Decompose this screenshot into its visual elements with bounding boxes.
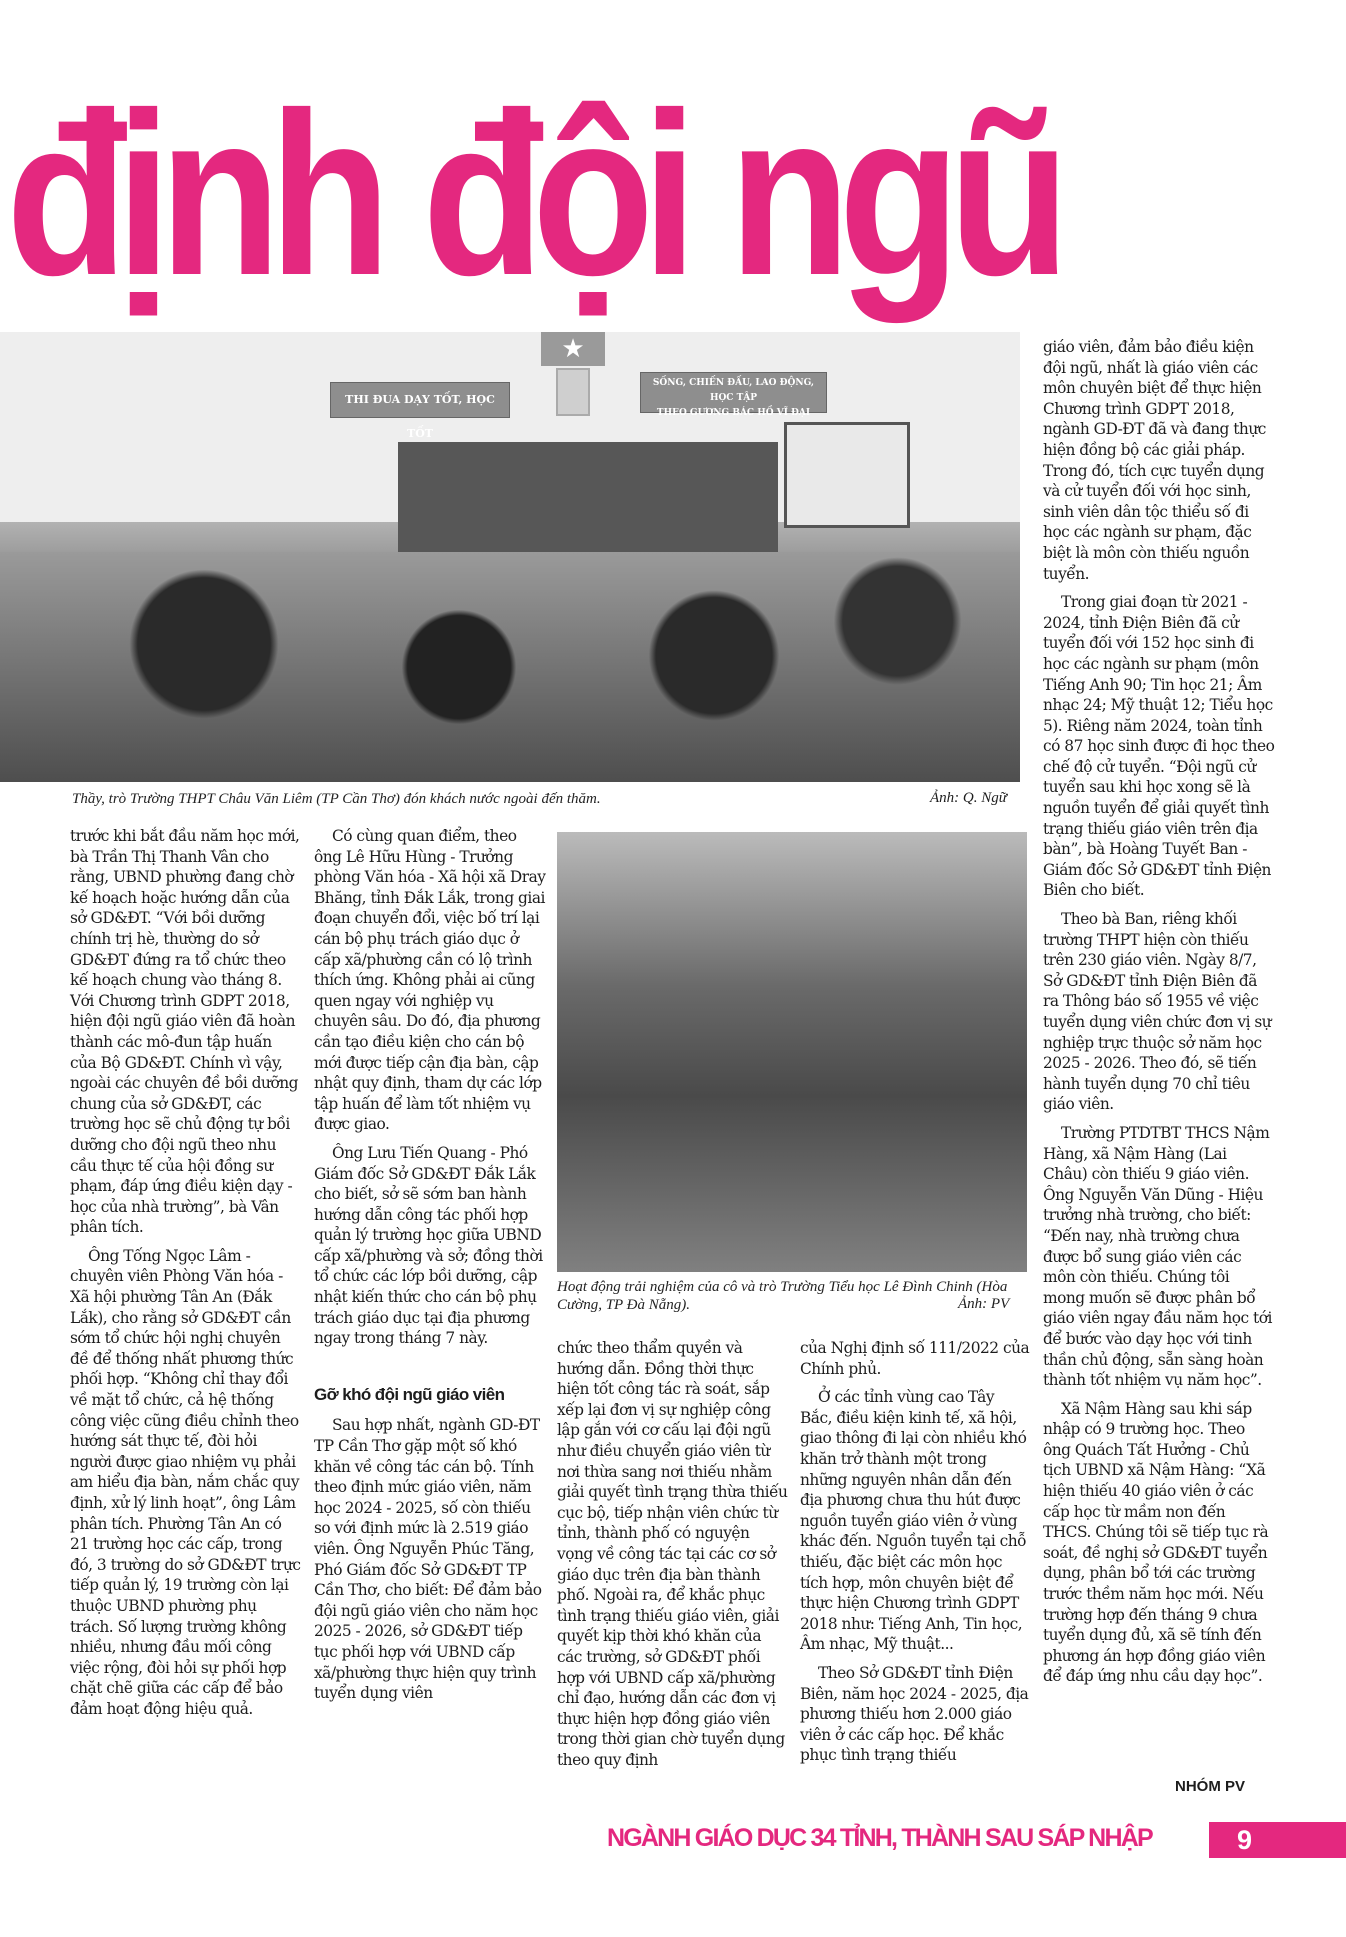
flag-star-icon: ★ bbox=[541, 332, 605, 366]
section-subheading: Gỡ khó đội ngũ giáo viên bbox=[314, 1384, 505, 1404]
photo2-credit: Ảnh: PV bbox=[958, 1296, 1010, 1312]
photo2-caption: Hoạt động trải nghiệm của cô và trò Trường Tiểu học Lê Đình Chinh (Hòa Cường, TP Đà Nẵng). bbox=[557, 1279, 1008, 1313]
paragraph: trước khi bắt đầu năm học mới, bà Trần Thị Thanh Vân cho rằng, UBND phường đang chờ kế hoạch hoặc hướng dẫn của sở GD&ĐT. “Với bồi dưỡng chính trị hè, thường do sở GD&ĐT đứng ra tổ chức theo kế hoạch chung vào tháng 8. Với Chương trình GDPT 2018, hiện đội ngũ giáo viên đã hoàn thành các mô-đun tập huấn của Bộ GD&ĐT. Chính vì vậy, ngoài các chuyên đề bồi dưỡng chung của sở GD&ĐT, các trường học sẽ chủ động tự bồi dưỡng cho đội ngũ theo nhu cầu thực tế của hội đồng sư phạm, đáp ứng điều kiện dạy - học của nhà trường”, bà Vân phân tích. bbox=[70, 827, 300, 1237]
portrait bbox=[556, 368, 590, 416]
page-number-box bbox=[1209, 1822, 1346, 1858]
paragraph: Theo Sở GD&ĐT tỉnh Điện Biên, năm học 2024 - 2025, địa phương thiếu hơn 2.000 giáo viên ở các cấp học. Để khắc phục tình trạng thiếu bbox=[800, 1663, 1029, 1765]
classroom-photo bbox=[0, 332, 1020, 782]
page-number: 9 bbox=[1237, 1825, 1253, 1855]
banner-left: THI ĐUA DẠY TỐT, HỌC TỐT bbox=[330, 382, 510, 418]
article-column-3 bbox=[557, 1338, 789, 1778]
paragraph: Ông Tống Ngọc Lâm - chuyên viên Phòng Văn hóa - Xã hội phường Tân An (Đắk Lắk), cho rằng sở GD&ĐT cần sớm tổ chức hội nghị chuyên đề để thống nhất phương thức phối hợp. “Không chỉ thay đổi về mặt tổ chức, cả hệ thống công việc cũng điều chỉnh theo hướng sát thực tế, đòi hỏi người được giao nhiệm vụ phải am hiểu địa bàn, nắm chắc quy định, xử lý linh hoạt”, ông Lâm phân tích. Phường Tân An có 21 trường học các cấp, trong đó, 3 trường do sở GD&ĐT trực tiếp quản lý, 19 trường còn lại thuộc UBND phường phụ trách. Số lượng trường không nhiều, nhưng đầu mối công việc rộng, đòi hỏi sự phối hợp chặt chẽ giữa các cấp để bảo đảm hoạt động hiệu quả. bbox=[70, 1246, 301, 1718]
paragraph: Có cùng quan điểm, theo ông Lê Hữu Hùng - Trưởng phòng Văn hóa - Xã hội xã Dray Bhăng, tỉnh Đắk Lắk, trong giai đoạn chuyển đổi, việc bố trí lại cán bộ phụ trách giáo dục ở cấp xã/phường cần có lộ trình thích ứng. Không phải ai cũng quen ngay với nghiệp vụ chuyên sâu. Do đó, địa phương cần tạo điều kiện cho cán bộ mới được tiếp cận địa bàn, cập nhật quy định, tham dự các lớp tập huấn để làm tốt nhiệm vụ được giao. bbox=[314, 827, 546, 1134]
photo1-credit: Ảnh: Q. Ngữ bbox=[930, 790, 1007, 806]
banner-right-line2: THEO GƯƠNG BÁC HỒ VĨ ĐẠI bbox=[656, 408, 811, 418]
paragraph: Trong giai đoạn từ 2021 - 2024, tỉnh Điện Biên đã cử tuyển đối với 152 học sinh đi học các ngành sư phạm (môn Tiếng Anh 90; Tin học 21; Âm nhạc 24; Mỹ thuật 12; Tiểu học 5). Riêng năm 2024, toàn tỉnh có 87 học sinh được đi học theo chế độ cử tuyển. “Đội ngũ cử tuyển sau khi học xong sẽ là nguồn tuyển để giải quyết tình trạng thiếu giáo viên trên địa bàn”, bà Hoàng Tuyết Ban - Giám đốc Sở GD&ĐT tỉnh Điện Biên cho biết. bbox=[1043, 593, 1275, 900]
paragraph: chức theo thẩm quyền và hướng dẫn. Đồng thời thực hiện tốt công tác rà soát, sắp xếp lại đơn vị sự nghiệp công lập gắn với cơ cấu lại đội ngũ như điều chuyển giáo viên từ nơi thừa sang nơi thiếu nhằm giải quyết tình trạng thừa thiếu cục bộ, tiếp nhận viên chức từ tỉnh, thành phố có nguyện vọng về công tác tại các cơ sở giáo dục trên địa bàn thành phố. Ngoài ra, để khắc phục tình trạng thiếu giáo viên, giải quyết kịp thời khó khăn của các trường, sở GD&ĐT phối hợp với UBND cấp xã/phường chỉ đạo, hướng dẫn các đơn vị thực hiện hợp đồng giáo viên trong thời gian chờ tuyển dụng theo quy định bbox=[557, 1339, 788, 1769]
paragraph: Sau hợp nhất, ngành GD-ĐT TP Cần Thơ gặp một số khó khăn về công tác cán bộ. Tính theo định mức giáo viên, năm học 2024 - 2025, số còn thiếu so với định mức là 2.519 giáo viên. Ông Nguyễn Phúc Tăng, Phó Giám đốc Sở GD&ĐT TP Cần Thơ, cho biết: Để đảm bảo đội ngũ giáo viên cho năm học 2025 - 2026, sở GD&ĐT tiếp tục phối hợp với UBND cấp xã/phường thực hiện quy trình tuyển dụng viên bbox=[314, 1416, 542, 1703]
tv-screen bbox=[784, 422, 910, 528]
chalkboard bbox=[398, 442, 778, 562]
paragraph: của Nghị định số 111/2022 của Chính phủ. bbox=[800, 1339, 1030, 1378]
article-column-4 bbox=[800, 1338, 1030, 1774]
paragraph: Theo bà Ban, riêng khối trường THPT hiện còn thiếu trên 230 giáo viên. Ngày 8/7, Sở GD&ĐT tỉnh Điện Biên đã ra Thông báo số 1955 về việc tuyển dụng viên chức đơn vị sự nghiệp trực thuộc sở năm học 2025 - 2026. Theo đó, sẽ tiến hành tuyển dụng 70 chỉ tiêu giáo viên. bbox=[1043, 910, 1272, 1114]
article-column-1 bbox=[70, 826, 302, 1728]
headline: định đội ngũ bbox=[6, 65, 1059, 324]
section-footer-title: NGÀNH GIÁO DỤC 34 TỈNH, THÀNH SAU SÁP NHẬP bbox=[607, 1824, 1152, 1852]
paragraph: Xã Nậm Hàng sau khi sáp nhập có 9 trường học. Theo ông Quách Tất Hưởng - Chủ tịch UBND xã Nậm Hàng: “Xã hiện thiếu 40 giáo viên ở các cấp học từ mầm non đến THCS. Chúng tôi sẽ tiếp tục rà soát, đề nghị sở GD&ĐT tuyển dụng, phân bổ tới các trường trước thềm năm học mới. Nếu trường hợp đến tháng 9 chưa tuyển dụng đủ, xã sẽ tính đến phương án hợp đồng giáo viên để đáp ứng nhu cầu dạy học”. bbox=[1043, 1399, 1269, 1686]
photo1-caption: Thầy, trò Trường THPT Châu Văn Liêm (TP Cần Thơ) đón khách nước ngoài đến thăm. bbox=[72, 791, 601, 807]
article-column-5 bbox=[1043, 337, 1275, 1695]
banner-right-line1: SỐNG, CHIẾN ĐẤU, LAO ĐỘNG, HỌC TẬP bbox=[652, 378, 815, 403]
activity-photo bbox=[557, 832, 1027, 1272]
banner-right bbox=[640, 372, 827, 418]
paragraph: giáo viên, đảm bảo điều kiện đội ngũ, nhất là giáo viên các môn chuyên biệt để thực hiện Chương trình GDPT 2018, ngành GD-ĐT đã và đang thực hiện đồng bộ các giải pháp. Trong đó, tích cực tuyển dụng và cử tuyển đối với học sinh, sinh viên dân tộc thiểu số đi học các ngành sư phạm, đặc biệt là môn còn thiếu nguồn tuyển. bbox=[1043, 338, 1266, 583]
paragraph: Trường PTDTBT THCS Nậm Hàng, xã Nậm Hàng (Lai Châu) còn thiếu 9 giáo viên. Ông Nguyễn Văn Dũng - Hiệu trưởng nhà trường, cho biết: “Đến nay, nhà trường chưa được bổ sung giáo viên các môn còn thiếu. Chúng tôi mong muốn sẽ được phân bổ giáo viên ngay đầu năm học tới để bước vào dạy học với tinh thần chủ động, sẵn sàng hoàn thành tốt nhiệm vụ năm học”. bbox=[1043, 1123, 1272, 1390]
paragraph: Ông Lưu Tiến Quang - Phó Giám đốc Sở GD&ĐT Đắk Lắk cho biết, sở sẽ sớm ban hành hướng dẫn công tác phối hợp quản lý trường học giữa UBND cấp xã/phường và sở; đồng thời tổ chức các lớp bồi dưỡng, cập nhật kiến thức cho cán bộ phụ trách giáo dục tại địa phương ngay trong tháng 7 này. bbox=[314, 1143, 543, 1348]
students-crowd bbox=[0, 552, 1020, 782]
byline: NHÓM PV bbox=[1175, 1778, 1246, 1795]
article-column-2 bbox=[314, 826, 546, 1712]
paragraph: Ở các tỉnh vùng cao Tây Bắc, điều kiện kinh tế, xã hội, giao thông đi lại còn nhiều khó khăn trở thành một trong những nguyên nhân dẫn đến địa phương chưa thu hút được nguồn tuyển giáo viên ở vùng khác đến. Nguồn tuyển tại chỗ thiếu, đặc biệt các môn học tích hợp, môn chuyên biệt để thực hiện Chương trình GDPT 2018 như: Tiếng Anh, Tin học, Âm nhạc, Mỹ thuật... bbox=[800, 1388, 1027, 1654]
